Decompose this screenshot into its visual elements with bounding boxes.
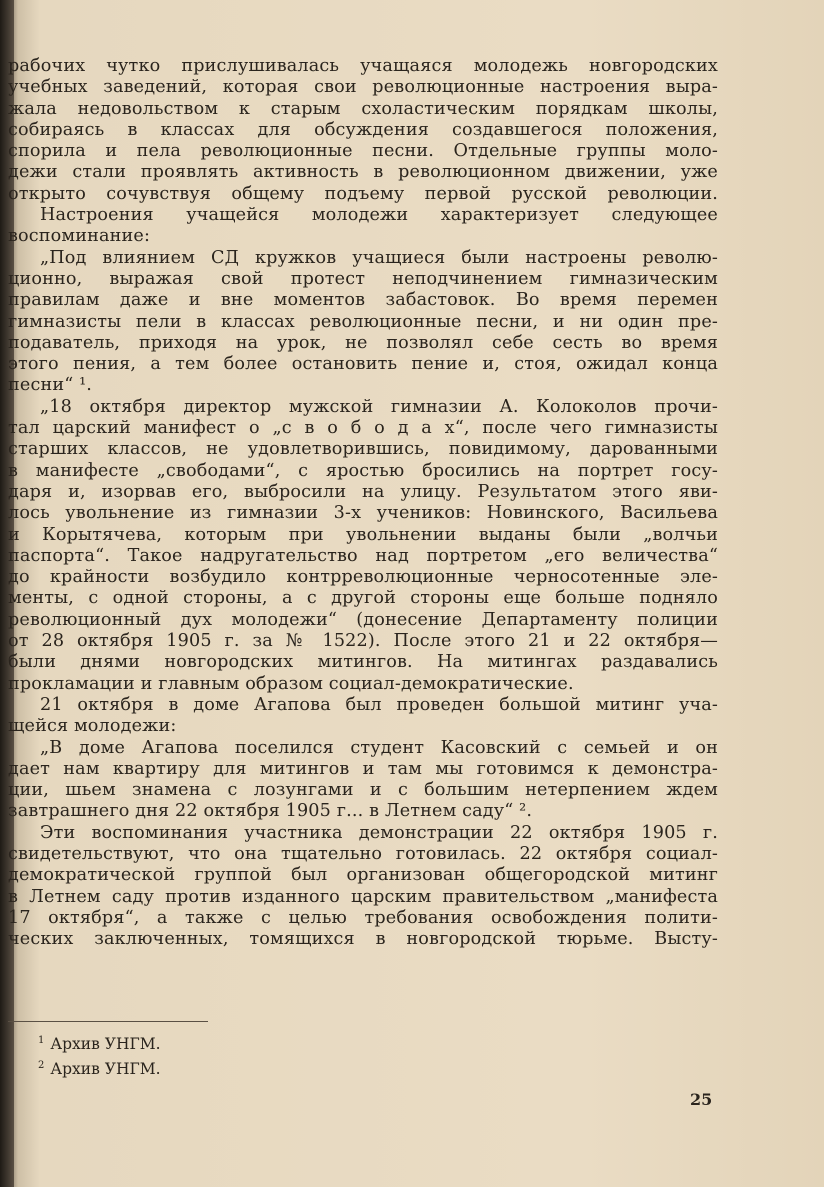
text-line: правилам даже и вне моментов забастовок. Во время перемен <box>8 290 718 311</box>
text-line: собираясь в классах для обсуждения создавшегося положения, <box>8 119 718 140</box>
text-line: были днями новгородских митингов. На митингах раздавались <box>8 652 718 673</box>
footnotes <box>38 1030 161 1080</box>
text-line: 17 октября“, а также с целью требования освобождения полити- <box>8 907 718 928</box>
text-line: свидетельствуют, что она тщательно готовилась. 22 октября социал- <box>8 843 718 864</box>
text-line: до крайности возбудило контрреволюционные черносотенные эле- <box>8 567 718 588</box>
text-line: дает нам квартиру для митингов и там мы готовимся к демонстра- <box>8 758 718 779</box>
text-line: „В доме Агапова поселился студент Касовский с семьей и он <box>40 737 718 758</box>
main-text <box>8 56 718 950</box>
text-line: тал царский манифест о „с в о б о д а х“, после чего гимназисты <box>8 418 718 439</box>
text-line: песни“ ¹. <box>8 375 93 396</box>
text-line: 21 октября в доме Агапова был проведен большой митинг уча- <box>40 694 718 715</box>
text-line: ционно, выражая свой протест неподчинением гимназическим <box>8 268 718 289</box>
page-number: 25 <box>690 1090 713 1109</box>
footnote-rule <box>8 1021 208 1022</box>
text-line: воспоминание: <box>8 226 151 247</box>
text-line: и Корытячева, которым при увольнении выданы были „волчьи <box>8 524 718 545</box>
footnote-2 <box>38 1055 161 1080</box>
text-line: менты, с одной стороны, а с другой стороны еще больше подняло <box>8 588 718 609</box>
text-line: демократической группой был организован общегородской митинг <box>8 865 718 886</box>
text-line: паспорта“. Такое надругательство над портретом „его величества“ <box>8 545 718 566</box>
text-line: в Летнем саду против изданного царским правительством „манифеста <box>8 886 718 907</box>
footnote-text: Архив УНГМ. <box>50 1035 161 1054</box>
text-line: лось увольнение из гимназии 3-х учеников: Новинского, Васильева <box>8 503 718 524</box>
text-line: в манифесте „свободами“, с яростью бросились на портрет госу- <box>8 460 718 481</box>
text-line: завтрашнего дня 22 октября 1905 г... в Летнем саду“ ². <box>8 801 533 822</box>
text-line: прокламации и главным образом социал-демократические. <box>8 673 574 694</box>
text-line: открыто сочувствуя общему подъему первой русской революции. <box>8 183 718 204</box>
text-line: щейся молодежи: <box>8 716 177 737</box>
footnote-text: Архив УНГМ. <box>50 1060 161 1079</box>
footnote-mark: 2 <box>38 1060 45 1072</box>
text-line: подаватель, приходя на урок, не позволял себе сесть во время <box>8 332 718 353</box>
text-line: „Под влиянием СД кружков учащиеся были настроены револю- <box>40 247 718 268</box>
footnote-mark: 1 <box>38 1035 45 1046</box>
text-line: гимназисты пели в классах революционные песни, и ни один пре- <box>8 311 718 332</box>
text-line: дежи стали проявлять активность в революционном движении, уже <box>8 162 718 183</box>
text-line: от 28 октября 1905 г. за № 1522). После этого 21 и 22 октября— <box>8 631 718 652</box>
text-line: даря и, изорвав его, выбросили на улицу. Результатом этого яви- <box>8 481 718 502</box>
footnote-1 <box>38 1030 161 1055</box>
text-line: учебных заведений, которая свои революционные настроения выра- <box>8 77 718 98</box>
text-line: Настроения учащейся молодежи характеризует следующее <box>40 205 718 226</box>
text-line: старших классов, не удовлетворившись, повидимому, дарованными <box>8 439 718 460</box>
text-line: революционный дух молодежи“ (донесение Департаменту полиции <box>8 609 718 630</box>
text-line: „18 октября директор мужской гимназии А. Колоколов прочи- <box>40 396 718 417</box>
text-line: рабочих чутко прислушивалась учащаяся молодежь новгородских <box>8 56 718 76</box>
text-line: этого пения, а тем более остановить пение и, стоя, ожидал конца <box>8 354 718 375</box>
text-line: ции, шьем знамена с лозунгами и с большим нетерпением ждем <box>8 780 718 801</box>
text-line: жала недовольством к старым схоластическим порядкам школы, <box>8 98 718 119</box>
text-line: Эти воспоминания участника демонстрации 22 октября 1905 г. <box>40 822 718 843</box>
text-line: спорила и пела революционные песни. Отдельные группы моло- <box>8 141 718 162</box>
text-line: ческих заключенных, томящихся в новгородской тюрьме. Высту- <box>8 929 718 950</box>
